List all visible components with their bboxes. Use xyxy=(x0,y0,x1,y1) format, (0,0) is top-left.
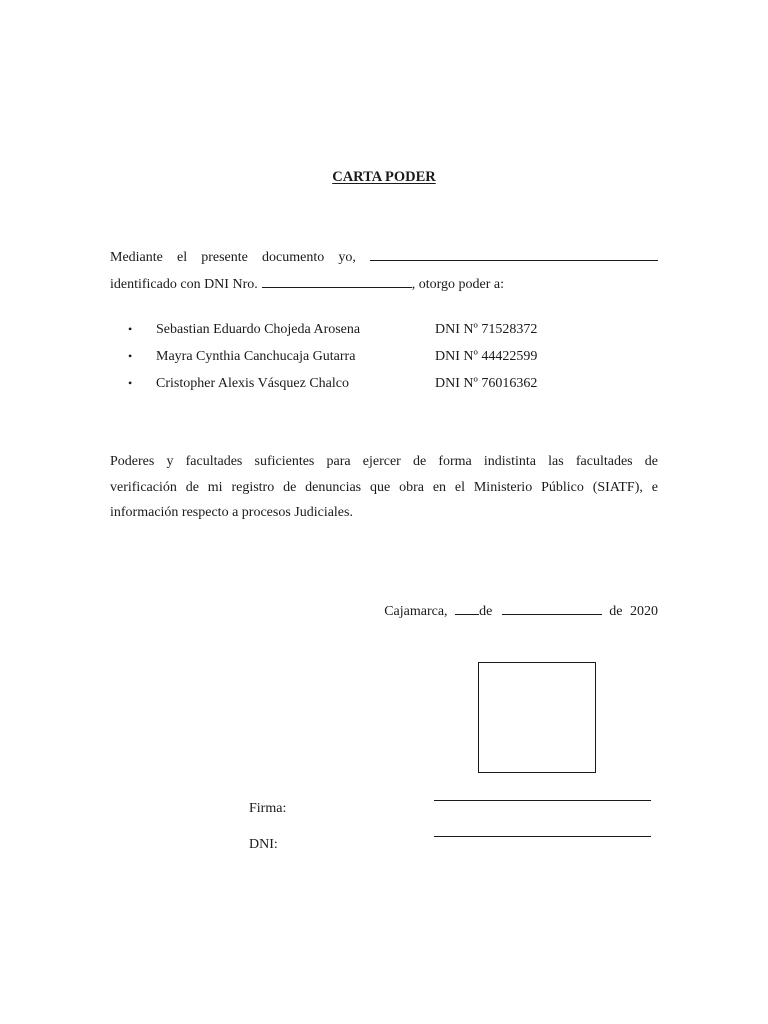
intro-word: el xyxy=(177,250,188,265)
signature-dni-line[interactable] xyxy=(434,836,651,837)
powers-word: Ministerio xyxy=(473,479,533,495)
intro-paragraph xyxy=(110,244,658,298)
powers-word: indistinta xyxy=(483,454,537,469)
powers-word: en xyxy=(432,479,447,495)
powers-word: el xyxy=(454,479,465,495)
name-blank[interactable] xyxy=(370,246,658,261)
list-item xyxy=(128,346,688,373)
powers-word: suficientes xyxy=(254,454,315,469)
intro-word: yo, xyxy=(338,250,356,265)
date-line xyxy=(384,600,658,620)
powers-word: que xyxy=(369,479,391,495)
powers-word: ejercer xyxy=(362,454,401,469)
list-item xyxy=(128,319,688,346)
date-de: de xyxy=(479,604,493,619)
powers-word: y xyxy=(166,454,174,469)
powers-word: de xyxy=(644,454,658,469)
dni-blank[interactable] xyxy=(262,273,412,288)
document-title: CARTA PODER xyxy=(332,169,436,185)
intro-word: presente xyxy=(201,250,248,265)
intro-dni-prefix: identificado con DNI Nro. xyxy=(110,277,258,292)
day-blank[interactable] xyxy=(455,600,479,615)
powers-word: las xyxy=(548,454,564,469)
powers-line-3 xyxy=(110,500,658,526)
intro-suffix: , otorgo poder a: xyxy=(411,277,505,292)
attorney-dni: DNI Nº 76016362 xyxy=(435,376,538,391)
firma-label: Firma: xyxy=(249,801,287,816)
powers-word: registro xyxy=(231,479,275,495)
powers-word: (SIATF), xyxy=(592,479,643,495)
powers-word: Público xyxy=(541,479,584,495)
attorney-list xyxy=(128,319,688,400)
dni-label: DNI: xyxy=(249,837,278,852)
month-blank[interactable] xyxy=(502,600,602,615)
fingerprint-box xyxy=(478,662,596,773)
intro-line-1 xyxy=(110,244,658,271)
powers-word: Poderes xyxy=(110,454,155,469)
intro-word: documento xyxy=(262,250,325,265)
list-item xyxy=(128,373,688,400)
attorney-name: Sebastian Eduardo Chojeda Arosena xyxy=(156,322,361,337)
intro-line-2 xyxy=(110,271,658,298)
bullet-icon: • xyxy=(128,376,133,390)
powers-word: facultades xyxy=(185,454,243,469)
powers-line-1 xyxy=(110,449,658,475)
powers-word: verificación xyxy=(110,479,177,495)
firma-line[interactable] xyxy=(434,800,651,801)
attorney-name: Cristopher Alexis Vásquez Chalco xyxy=(156,376,349,391)
powers-text: información respecto a procesos Judiciales. xyxy=(110,505,353,520)
bullet-icon: • xyxy=(128,349,133,363)
powers-word: mi xyxy=(207,479,223,495)
powers-word: denuncias xyxy=(305,479,362,495)
intro-word: Mediante xyxy=(110,250,163,265)
date-de: de xyxy=(609,604,623,619)
powers-line-2 xyxy=(110,475,658,501)
powers-word: facultades xyxy=(575,454,633,469)
powers-word: de xyxy=(412,454,427,469)
date-city: Cajamarca, xyxy=(384,604,448,619)
bullet-icon: • xyxy=(128,322,133,336)
date-year: 2020 xyxy=(630,604,658,619)
powers-word: e xyxy=(651,479,658,495)
powers-paragraph xyxy=(110,449,658,526)
powers-word: obra xyxy=(399,479,424,495)
attorney-dni: DNI Nº 71528372 xyxy=(435,322,538,337)
powers-word: para xyxy=(326,454,351,469)
powers-word: de xyxy=(283,479,297,495)
powers-word: forma xyxy=(438,454,472,469)
attorney-name: Mayra Cynthia Canchucaja Gutarra xyxy=(156,349,356,364)
attorney-dni: DNI Nº 44422599 xyxy=(435,349,538,364)
powers-word: de xyxy=(185,479,199,495)
